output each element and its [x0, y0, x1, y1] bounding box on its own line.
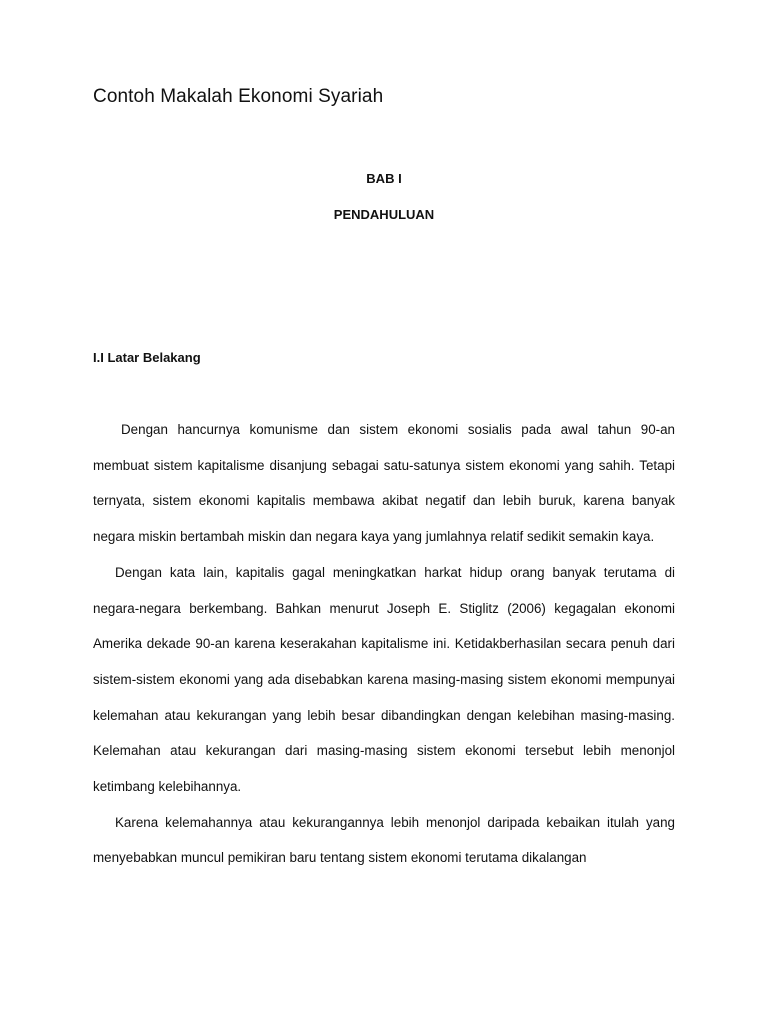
paragraph: Karena kelemahannya atau kekurangannya lebih menonjol daripada kebaikan itulah yang menyebabkan muncul pemikiran baru tentang sistem ekonomi terutama dikalangan	[93, 814, 675, 866]
chapter-title: PENDAHULUAN	[333, 207, 435, 222]
document-title: Contoh Makalah Ekonomi Syariah	[93, 86, 384, 107]
body-text	[93, 412, 675, 876]
section-heading: I.I Latar Belakang	[93, 350, 201, 365]
paragraph: Dengan hancurnya komunisme dan sistem ekonomi sosialis pada awal tahun 90-an membuat sistem kapitalisme disanjung sebagai satu-satunya sistem ekonomi yang sahih. Tetapi ternyata, sistem ekonomi kapitalis membawa akibat negatif dan lebih buruk, karena banyak negara miskin bertambah miskin dan negara kaya yang jumlahnya relatif sedikit semakin kaya.	[93, 422, 675, 545]
chapter-label: BAB I	[366, 171, 402, 186]
paragraph: Dengan kata lain, kapitalis gagal meningkatkan harkat hidup orang banyak terutama di negara-negara berkembang. Bahkan menurut Joseph E. Stiglitz (2006) kegagalan ekonomi Amerika dekade 90-an karena keserakahan kapitalisme ini. Ketidakberhasilan secara penuh dari sistem-sistem ekonomi yang ada disebabkan karena masing-masing sistem ekonomi mempunyai kelemahan atau kekurangan yang lebih besar dibandingkan dengan kelebihan masing-masing. Kelemahan atau kekurangan dari masing-masing sistem ekonomi tersebut lebih menonjol ketimbang kelebihannya.	[93, 564, 675, 795]
